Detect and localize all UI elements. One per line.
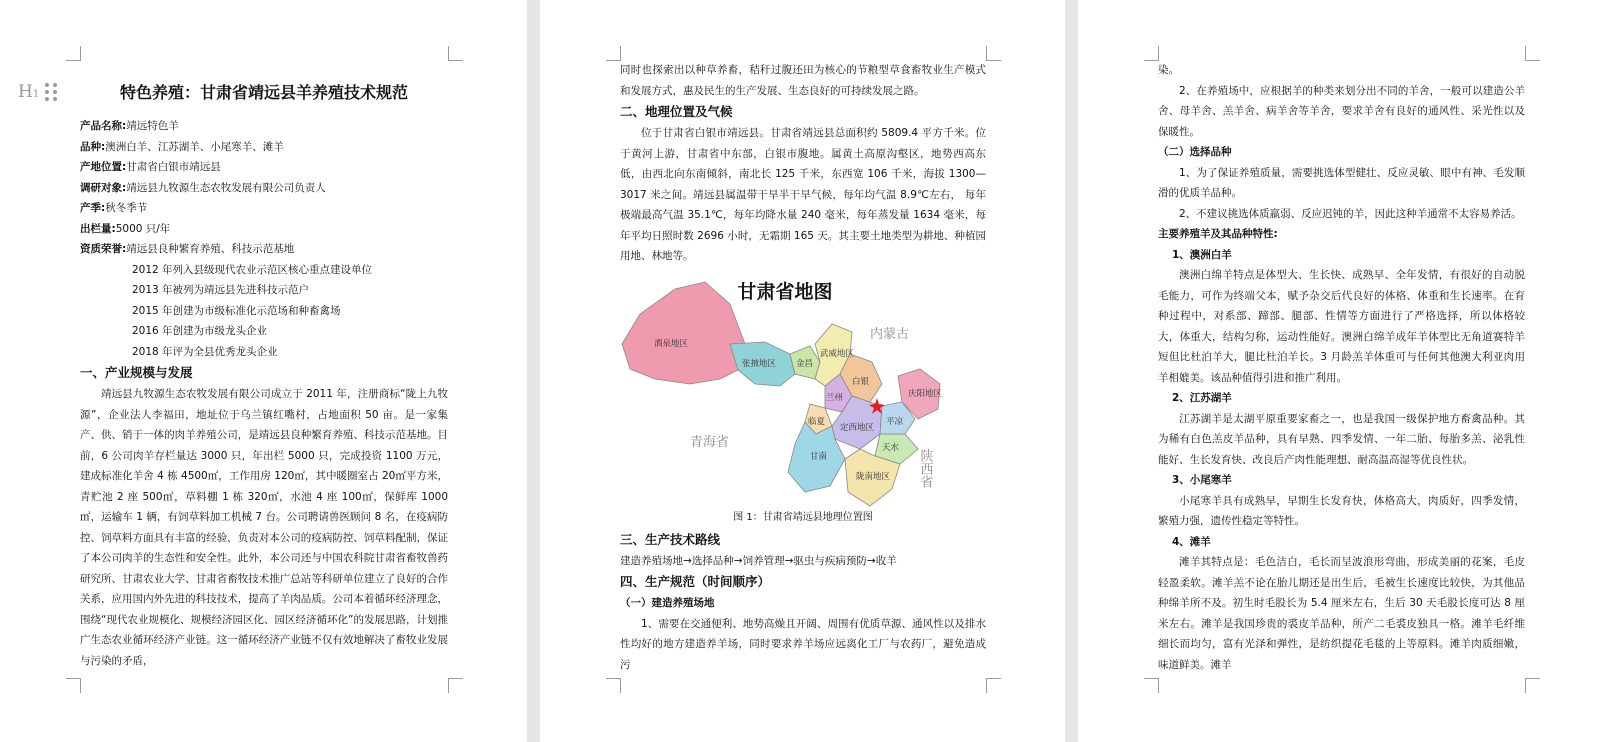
honor-item: 2013 年被列为靖远县先进科技示范户 <box>132 284 310 296</box>
field-value: 澳洲白羊、江苏湖羊、小尾寒羊、滩羊 <box>105 140 284 153</box>
margin-mark <box>1144 678 1159 693</box>
body-paragraph[interactable]: 靖远县九牧源生态农牧发展有限公司成立于 2011 年，注册商标“陇上九牧源”，企业法人李福田，地址位于乌兰镇红嘴村，占地面积 50 亩。是一家集产、供、销于一体的肉羊养殖公司，是靖远县良种繁育养殖、科技示范基地。目前，6 公司肉羊存栏量达 3000 只，年出栏 5000 只，完成投资 1100 万元，建成标准化羊舍 4 栋 4500㎡，工作用房 120㎡，其中暖圈室占 20㎡平方米，青贮池 2 座 500㎡，草料棚 1 栋 320㎡，水池 4 座 100㎡，保鲜库 1000㎡，运输车 1 辆，有饲草料加工机械 7 台。公司聘请兽医顾问 8 名，在疫病防控、饲草料方面具有丰富的经验，负责对本公司的疫病防控、饲草料配制，保证了本公司肉羊的生态性和安全性。此外，本公司还与中国农科院甘肃省畜牧兽药研究所、甘肃农业大学、甘肃省畜牧技术推广总站等科研单位建立了良好的合作关系，应用国内外先进的科技技术，提高了羊肉品质。公司本着循环经济理念，围绕“现代农业规模化、规模经济园区化、园区经济循环化”的发展思路，计划推广生态农业循环经济产业链。这一循环经济产业链不仅有效地解决了畜牧业发展与污染的矛盾， <box>80 388 448 667</box>
body-paragraph[interactable]: 2、在养殖场中，应根据羊的种类来划分出不同的羊舍，一般可以建造公羊舍、母羊舍、羔羊舍、病羊舍等羊舍，要求羊舍有良好的通风性、采光性以及保暖性。 <box>1158 84 1525 138</box>
map-neighbor-label: 陕西省 <box>917 449 933 488</box>
page1-content <box>80 80 448 671</box>
map-label: 张掖地区 <box>742 359 777 369</box>
breed-name[interactable]: 1、澳洲白羊 <box>1172 248 1232 261</box>
breed-name[interactable]: 2、江苏湖羊 <box>1172 392 1232 404</box>
gansu-map <box>620 274 965 510</box>
field-list <box>80 116 448 362</box>
breed-description[interactable]: 澳洲白绵羊特点是体型大、生长快、成熟早、全年发情，有很好的自动脱毛能力，可作为终端父本，赋予杂交后代良好的体格、体重和生长速率。在育种过程中，对系部、蹄部、腿部、性情等方面进行了严格选择，所以体格较大，体重大，结构匀称，运动性能好。澳洲白绵羊成年羊体型比无角道赛特羊短但比杜泊羊大，腿比杜泊羊长。3 月龄羔羊体重可与任何其他澳大利亚肉用羊相媲美。该品种值得引进和推广利用。 <box>1158 269 1525 384</box>
map-label: 天水 <box>882 443 900 453</box>
honor-item: 2018 年评为全县优秀龙头企业 <box>132 345 278 358</box>
margin-mark <box>1525 678 1540 693</box>
breed-name[interactable]: 3、小尾寒羊 <box>1172 474 1232 486</box>
section-heading[interactable]: 三、生产技术路线 <box>620 531 721 547</box>
page2-content-top <box>620 60 986 267</box>
subsection-heading[interactable]: （一）建造养殖场地 <box>620 597 715 609</box>
map-neighbor-label: 内蒙古 <box>870 327 910 342</box>
map-label: 白银 <box>852 377 870 387</box>
field-item <box>80 239 448 260</box>
field-item <box>80 137 448 158</box>
page3-content <box>1158 60 1525 675</box>
map-label: 平凉 <box>886 417 904 427</box>
document-page-3 <box>1078 0 1604 742</box>
field-item <box>80 116 448 137</box>
field-value: 靖远县良种繁育养殖、科技示范基地 <box>126 243 295 255</box>
breed-name[interactable]: 4、滩羊 <box>1172 535 1211 548</box>
breed-description[interactable]: 滩羊其特点是：毛色洁白，毛长而呈波浪形弯曲，形成美丽的花案，毛皮轻盈柔软。滩羊羔不论在胎儿期还是出生后，毛被生长速度比较快，为其他品种绵羊所不及。初生时毛股长为 5.4 厘米左右，生后 30 天毛股长度可达 8 厘米左右。滩羊是我国珍贵的裘皮羊品种，所产二毛裘皮独具一格。滩羊毛纤维细长而均匀，富有光泽和弹性，是纺织提花毛毯的上等原料。滩羊肉质细嫩，味道鲜美。滩羊 <box>1158 556 1525 671</box>
field-label: 调研对象: <box>80 181 127 194</box>
margin-mark <box>986 46 1001 61</box>
document-page-2 <box>540 0 1065 742</box>
honor-item: 2012 年列入县级现代农业示范区核心重点建设单位 <box>132 263 373 276</box>
field-value: 靖远县九牧源生态农牧发展有限公司负责人 <box>126 181 326 194</box>
map-title: 甘肃省地图 <box>737 281 833 303</box>
map-label: 金昌 <box>796 359 814 369</box>
field-label: 出栏量: <box>80 222 116 235</box>
field-label: 品种: <box>80 140 106 153</box>
body-paragraph[interactable]: 染。 <box>1158 64 1179 76</box>
body-paragraph[interactable]: 位于甘肃省白银市靖远县。甘肃省靖远县总面积约 5809.4 平方千米。位于黄河上游，甘肃省中东部，白银市腹地。属黄土高原沟壑区，地势西高东低，由西北向东南倾斜，南北长 125 千米，东西宽 106 千米，海拔 1300—3017 米之间。靖远县属温带干旱半干旱气候，每年均气温 8.9℃左右， 每年极端最高气温 35.1℃，每年均降水量 240 毫米，每年蒸发量 1634 毫米，每年平均日照时数 2696 小时，无霜期 165 天。其主要土地类型为耕地、种植园用地、林地等。 <box>620 127 986 262</box>
drag-handle-icon[interactable] <box>45 83 58 101</box>
document-title[interactable]: 特色养殖：甘肃省靖远县羊养殖技术规范 <box>119 83 408 102</box>
map-label: 酒泉地区 <box>654 339 689 349</box>
map-neighbor-label: 青海省 <box>690 435 730 450</box>
margin-mark <box>606 46 621 61</box>
margin-mark <box>66 678 81 693</box>
field-value: 甘肃省白银市靖远县 <box>126 161 221 173</box>
subsection-heading[interactable]: （二）选择品种 <box>1158 146 1232 158</box>
margin-mark <box>606 678 621 693</box>
section-heading[interactable]: 四、生产规范（时间顺序） <box>620 574 771 589</box>
honor-item: 2015 年创建为市级标准化示范场和种畜禽场 <box>132 304 341 317</box>
margin-mark <box>986 678 1001 693</box>
breed-description[interactable]: 江苏湖羊是太湖平原重要家畜之一，也是我国一级保护地方畜禽品种。其为稀有白色羔皮羊品种，具有早熟、四季发情、一年二胎、每胎多羔、泌乳性能好、生长发育快、改良后产肉性能理想、耐高温高湿等优良性状。 <box>1158 412 1525 466</box>
map-label: 定西地区 <box>840 423 875 433</box>
body-paragraph[interactable]: 同时也探索出以种草养畜，秸秆过腹还田为核心的节粮型草食畜牧业生产模式和发展方式，惠及民生的生产发展、生态良好的可持续发展之路。 <box>620 64 986 97</box>
field-value: 秋冬季节 <box>105 202 148 214</box>
margin-mark <box>448 46 463 61</box>
field-label: 产地位置: <box>80 161 127 173</box>
breed-description[interactable]: 小尾寒羊具有成熟早，早期生长发育快，体格高大，肉质好，四季发情，繁殖力强，遗传性稳定等特性。 <box>1158 494 1525 527</box>
page2-content-bottom <box>620 508 986 675</box>
field-item <box>80 198 448 219</box>
body-paragraph[interactable]: 1、需要在交通便利、地势高燥且开阔、周围有优质草源、通风性以及排水性均好的地方建造养羊场，同时要求养羊场应远离化工厂与农药厂，避免造成污 <box>620 617 986 671</box>
heading-controls <box>18 82 58 102</box>
body-paragraph[interactable]: 1、为了保证养殖质量，需要挑选体型健壮、反应灵敏、眼中有神、毛发顺滑的优质羊品种。 <box>1158 166 1525 199</box>
field-value: 5000 只/年 <box>115 222 171 235</box>
body-paragraph[interactable]: 建造养殖场地→选择品种→饲养管理→驱虫与疾病预防→收羊 <box>620 554 897 567</box>
field-item <box>80 157 448 178</box>
map-label: 陇南地区 <box>856 472 891 482</box>
map-label: 临夏 <box>808 417 826 427</box>
body-paragraph[interactable]: 2、不建议挑选体质羸弱、反应迟钝的羊，因此这种羊通常不太容易养活。 <box>1179 207 1522 220</box>
field-label: 产季: <box>80 202 106 214</box>
map-label: 甘南 <box>810 452 828 462</box>
honor-item: 2016 年创建为市级龙头企业 <box>132 325 268 337</box>
margin-mark <box>448 678 463 693</box>
document-page-1 <box>0 0 527 742</box>
map-label: 武威地区 <box>820 349 855 359</box>
margin-mark <box>1144 46 1159 61</box>
heading-level-icon[interactable]: H1 <box>18 82 40 102</box>
field-item <box>80 178 448 199</box>
field-label: 资质荣誉: <box>80 243 127 255</box>
margin-mark <box>1525 46 1540 61</box>
breeds-heading[interactable]: 主要养殖羊及其品种特性: <box>1158 228 1278 240</box>
map-label: 兰州 <box>826 393 844 403</box>
figure-caption: 图 1：甘肃省靖远县地理位置图 <box>733 512 873 523</box>
margin-mark <box>66 46 81 61</box>
section-heading[interactable]: 二、地理位置及气候 <box>620 104 733 119</box>
field-value: 靖远特色羊 <box>126 120 179 132</box>
section-heading[interactable]: 一、产业规模与发展 <box>80 365 193 380</box>
field-label: 产品名称: <box>80 120 127 132</box>
map-label: 庆阳地区 <box>908 389 943 399</box>
field-item <box>80 219 448 240</box>
